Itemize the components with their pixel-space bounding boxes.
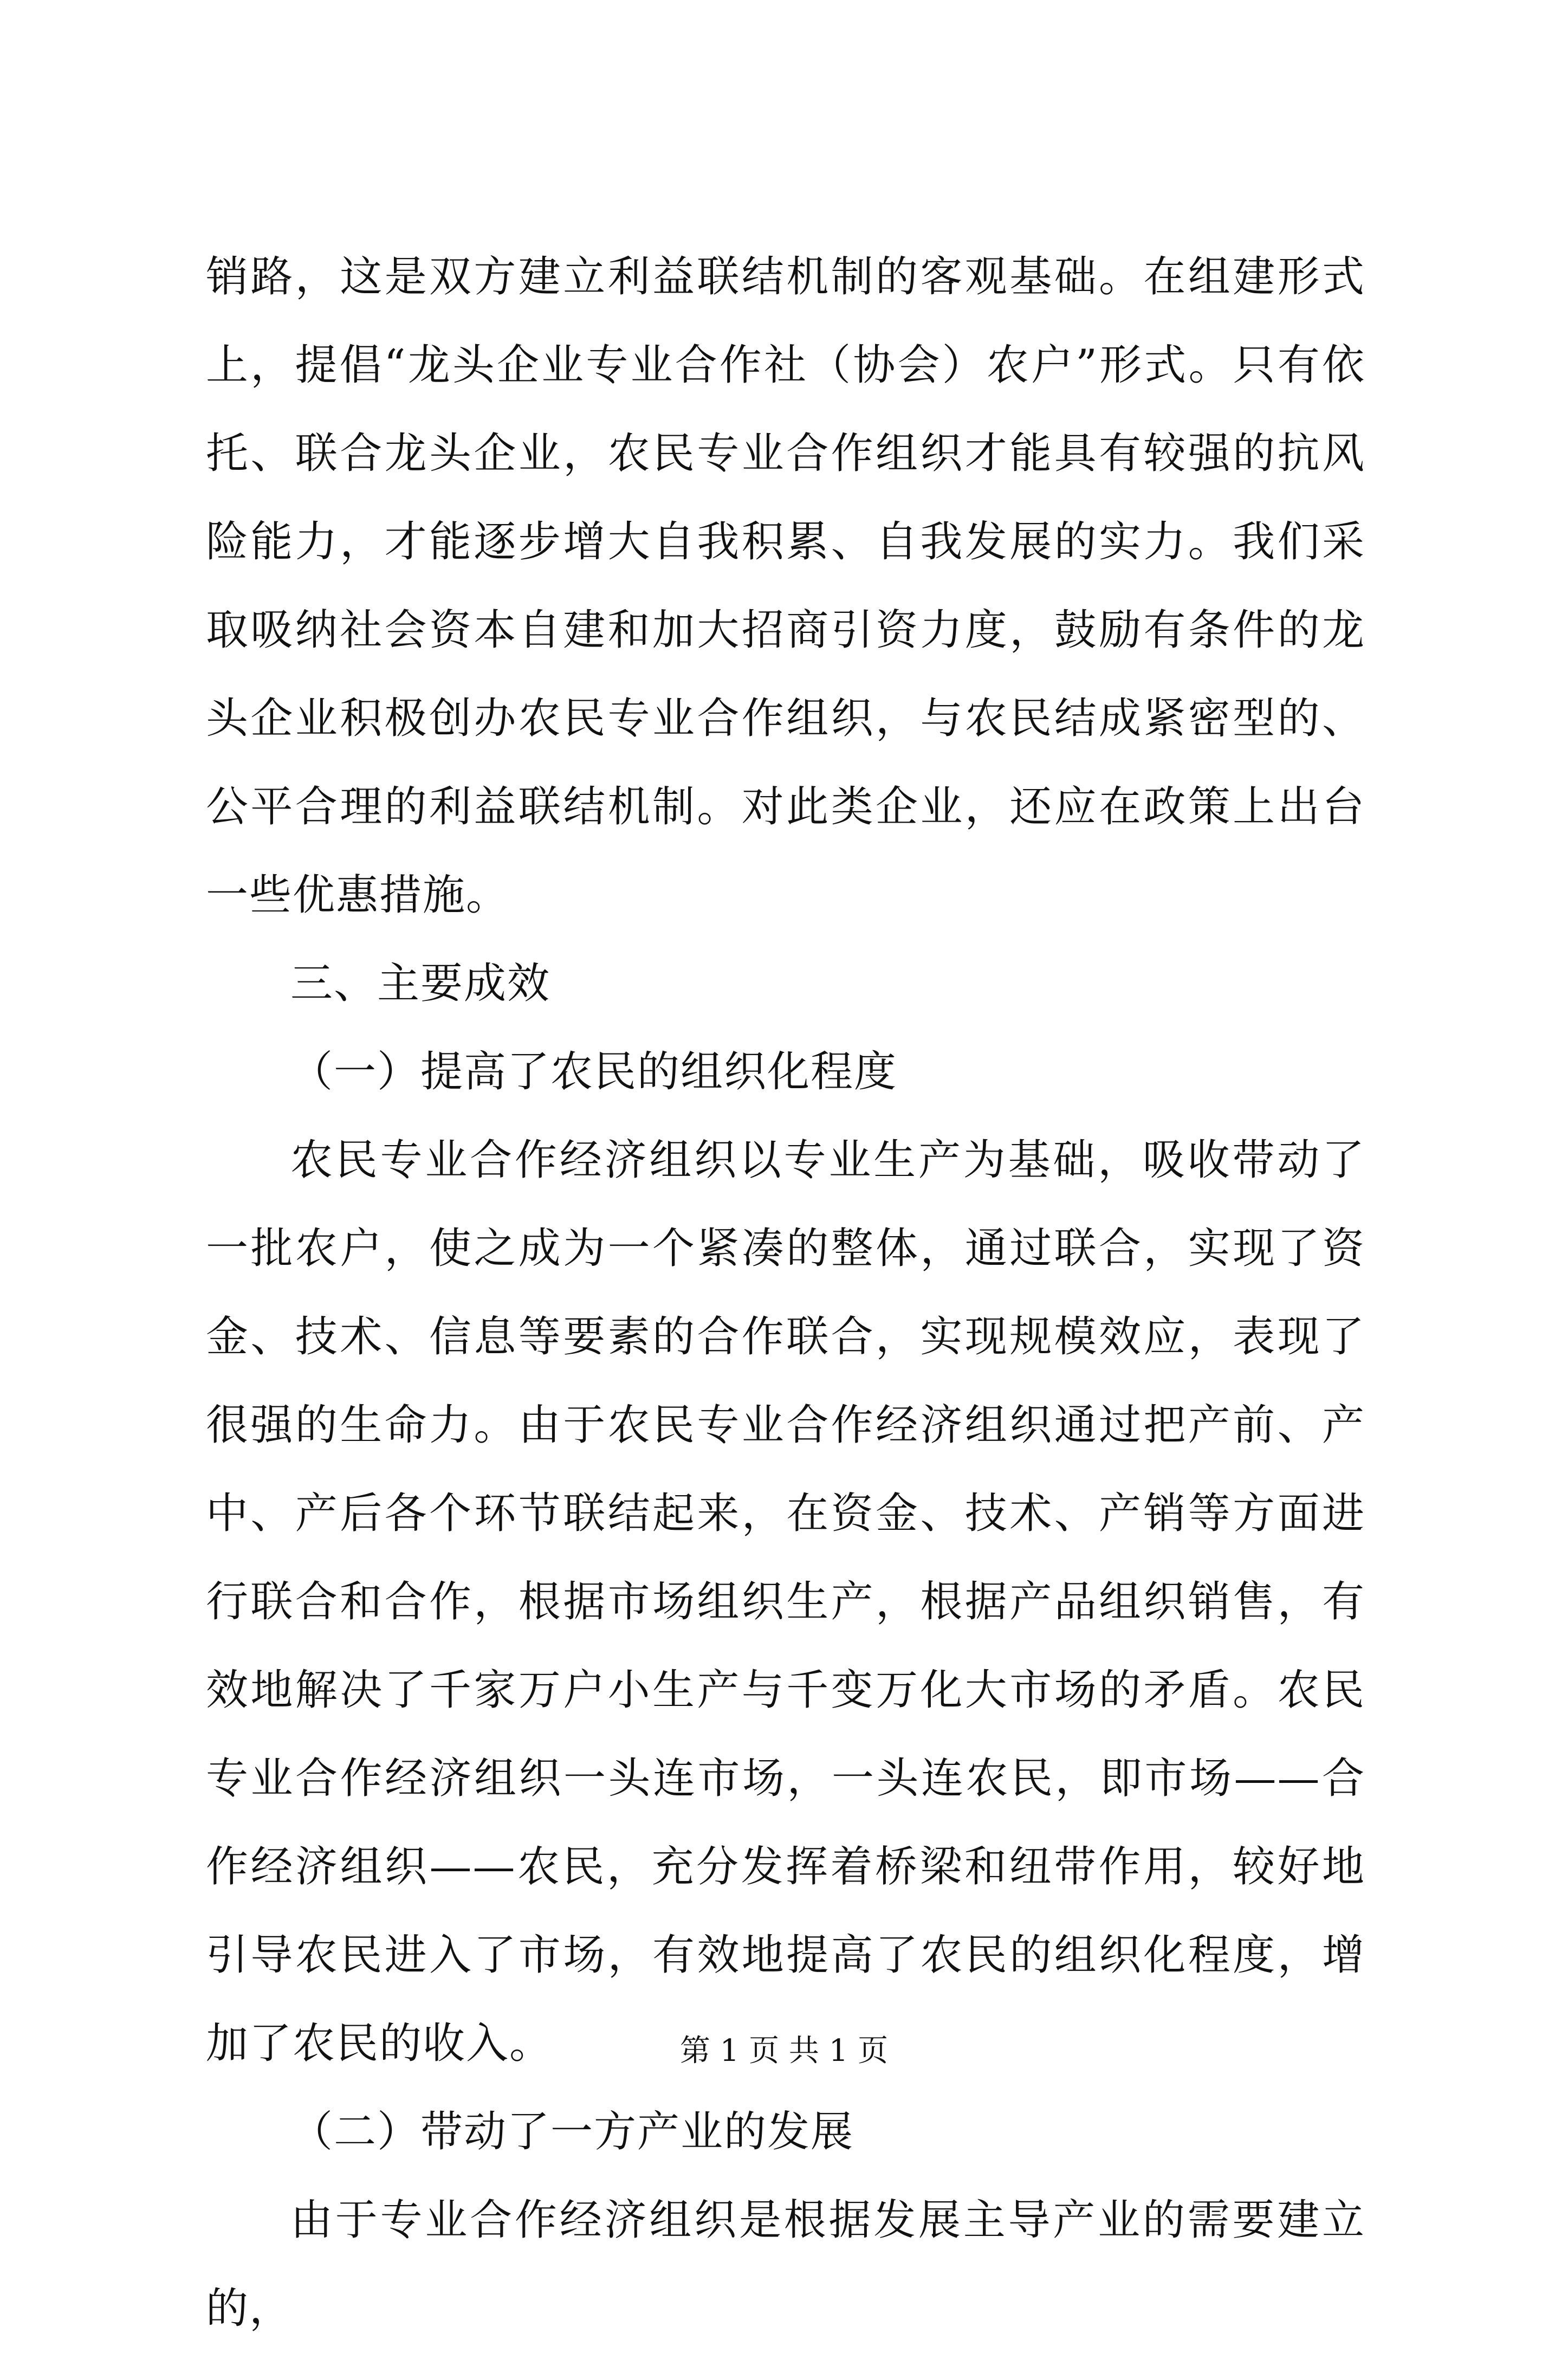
subsection-heading-1: （一）提高了农民的组织化程度 [290,1048,898,1096]
subsection-heading-2: （二）带动了一方产业的发展 [290,2108,854,2156]
section-heading: 三、主要成效 [290,959,551,1008]
subsection-1-paragraph: 农民专业合作经济组织以专业生产为基础，吸收带动了一批农户，使之成为一个紧凑的整体，通过联合，实现了资金、技术、信息等要素的合作联合，实现规模效应，表现了很强的生命力。由于农民专业合作经济组织通过把产前、产中、产后各个环节联结起来，在资金、技术、产销等方面进行联合和合作，根据市场组织生产，根据产品组织销售，有效地解决了千家万户小生产与千变万化大市场的矛盾。农民专业合作经济组织一头连市场，一头连农民，即市场——合作经济组织——农民，充分发挥着桥梁和纽带作用，较好地引导农民进入了市场，有效地提高了农民的组织化程度，增加了农民的收入。 [206,1136,1365,2068]
paragraph-continuation: 销路，这是双方建立利益联结机制的客观基础。在组建形式上，提倡“龙头企业专业合作社（协会）农户”形式。只有依托、联合龙头企业，农民专业合作组织才能具有较强的抗风险能力，才能逐步增大自我积累、自我发展的实力。我们采取吸纳社会资本自建和加大招商引资力度，鼓励有条件的龙头企业积极创办农民专业合作组织，与农民结成紧密型的、公平合理的利益联结机制。对此类企业，还应在政策上出台一些优惠措施。 [206,253,1365,920]
subsection-2-paragraph: 由于专业合作经济组织是根据发展主导产业的需要建立的， [206,2196,1365,2333]
page-footer: 第 1 页 共 1 页 [679,2033,889,2068]
